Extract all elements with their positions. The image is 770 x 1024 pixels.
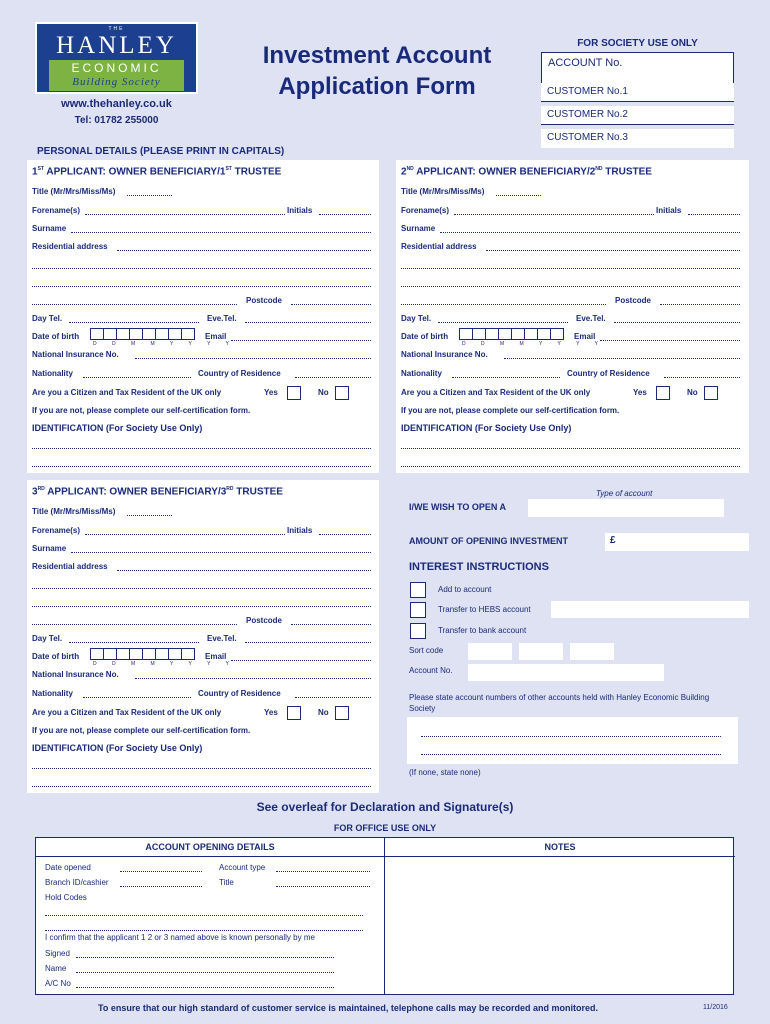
day-tel-label: Day Tel. — [32, 314, 63, 323]
ni-input[interactable] — [504, 358, 740, 359]
dob-input[interactable] — [459, 328, 564, 340]
transfer-hebs-checkbox[interactable] — [410, 602, 426, 618]
sort-code-input-1[interactable] — [468, 643, 512, 660]
website-link[interactable]: www.thehanley.co.uk — [61, 98, 172, 110]
add-to-account-checkbox[interactable] — [410, 582, 426, 598]
identification-heading: IDENTIFICATION (For Society Use Only) — [401, 423, 572, 433]
dob-format: D D M M Y Y Y Y — [462, 341, 605, 347]
address-input-4[interactable] — [32, 304, 237, 305]
postcode-input[interactable] — [291, 624, 371, 625]
title-input[interactable] — [496, 195, 541, 196]
email-label: Email — [574, 332, 596, 341]
nationality-input[interactable] — [83, 377, 191, 378]
office-title-input[interactable] — [276, 886, 370, 887]
address-input-3[interactable] — [32, 606, 371, 607]
signed-input[interactable] — [76, 957, 334, 958]
forenames-label: Forename(s) — [401, 206, 450, 215]
add-to-account-label: Add to account — [438, 585, 492, 594]
citizen-yes-checkbox[interactable] — [656, 386, 670, 400]
address-input-3[interactable] — [401, 286, 740, 287]
country-label: Country of Residence — [198, 369, 281, 378]
citizen-yes-checkbox[interactable] — [287, 386, 301, 400]
title-label: Title (Mr/Mrs/Miss/Ms) — [401, 187, 485, 196]
forenames-input[interactable] — [454, 214, 654, 215]
account-no-label: ACCOUNT No. — [548, 57, 623, 69]
personal-details-heading: PERSONAL DETAILS (PLEASE PRINT IN CAPITALS) — [37, 146, 285, 157]
hold-codes-input-1[interactable] — [45, 915, 363, 916]
customer-no-1-label: CUSTOMER No.1 — [547, 86, 628, 97]
country-input[interactable] — [664, 377, 740, 378]
customer-no-3-field[interactable] — [541, 129, 734, 148]
email-label: Email — [205, 652, 227, 661]
yes-label: Yes — [633, 388, 647, 397]
country-input[interactable] — [295, 697, 371, 698]
postcode-label: Postcode — [615, 296, 652, 305]
eve-tel-input[interactable] — [614, 322, 740, 323]
account-number-input[interactable] — [468, 664, 664, 681]
nationality-label: Nationality — [32, 369, 73, 378]
date-opened-label: Date opened — [45, 863, 91, 872]
citizen-question: Are you a Citizen and Tax Resident of the UK only — [32, 708, 222, 717]
logo-green-band — [49, 60, 184, 91]
address-input-2[interactable] — [32, 268, 371, 269]
applicant-3-panel — [27, 480, 379, 793]
citizen-no-checkbox[interactable] — [335, 706, 349, 720]
customer-no-3-label: CUSTOMER No.3 — [547, 132, 628, 143]
title-label: Title (Mr/Mrs/Miss/Ms) — [32, 507, 116, 516]
ni-input[interactable] — [135, 358, 371, 359]
yes-label: Yes — [264, 388, 278, 397]
office-use-box — [35, 837, 734, 995]
customer-no-2-label: CUSTOMER No.2 — [547, 109, 628, 120]
email-label: Email — [205, 332, 227, 341]
initials-label: Initials — [656, 206, 682, 215]
nationality-label: Nationality — [401, 369, 442, 378]
opening-amount-label: AMOUNT OF OPENING INVESTMENT — [409, 536, 569, 546]
see-overleaf-note: See overleaf for Declaration and Signature(s) — [256, 800, 514, 814]
hold-codes-input-2[interactable] — [45, 930, 363, 931]
day-tel-input[interactable] — [69, 642, 199, 643]
day-tel-input[interactable] — [438, 322, 568, 323]
telephone: Tel: 01782 255000 — [74, 115, 159, 126]
citizen-yes-checkbox[interactable] — [287, 706, 301, 720]
eve-tel-label: Eve.Tel. — [207, 634, 237, 643]
ni-input[interactable] — [135, 678, 371, 679]
wish-to-open-label: I/WE WISH TO OPEN A — [409, 502, 507, 512]
currency-symbol: £ — [610, 535, 616, 546]
logo-economic: ECONOMIC — [71, 61, 162, 75]
form-title — [222, 40, 532, 102]
address-input-4[interactable] — [401, 304, 606, 305]
society-use-heading: FOR SOCIETY USE ONLY — [577, 38, 698, 49]
applicant-3-heading: 3RD APPLICANT: OWNER BENEFICIARY/3RD TRUSTEE — [32, 486, 283, 498]
dob-format: D D M M Y Y Y Y — [93, 341, 236, 347]
account-opening-details-heading: ACCOUNT OPENING DETAILS — [145, 842, 275, 852]
type-of-account-label: Type of account — [596, 489, 653, 498]
title-label: Title (Mr/Mrs/Miss/Ms) — [32, 187, 116, 196]
address-label: Residential address — [401, 242, 477, 251]
identification-heading: IDENTIFICATION (For Society Use Only) — [32, 423, 203, 433]
citizen-question: Are you a Citizen and Tax Resident of the UK only — [32, 388, 222, 397]
transfer-bank-label: Transfer to bank account — [438, 626, 527, 635]
call-recording-notice: To ensure that our high standard of customer service is maintained, telephone calls may be recorded and monitored. — [98, 1003, 598, 1013]
applicant-1-heading: 1ST APPLICANT: OWNER BENEFICIARY/1ST TRUSTEE — [32, 166, 282, 178]
hebs-account-input[interactable] — [551, 601, 749, 618]
postcode-input[interactable] — [660, 304, 740, 305]
postcode-input[interactable] — [291, 304, 371, 305]
day-tel-input[interactable] — [69, 322, 199, 323]
applicant-2-panel — [396, 160, 749, 473]
account-number-label: Account No. — [409, 666, 453, 675]
no-label: No — [687, 388, 698, 397]
dob-label: Date of birth — [32, 332, 80, 341]
address-input-3[interactable] — [32, 286, 371, 287]
citizen-no-checkbox[interactable] — [704, 386, 718, 400]
self-cert-note: If you are not, please complete our self-certification form. — [32, 406, 251, 415]
email-input[interactable] — [600, 340, 740, 341]
opening-amount-input[interactable] — [605, 533, 749, 551]
identification-input-1[interactable] — [32, 768, 371, 769]
email-input[interactable] — [231, 660, 371, 661]
yes-label: Yes — [264, 708, 278, 717]
forenames-input[interactable] — [85, 214, 285, 215]
branch-input[interactable] — [120, 886, 202, 887]
applicant-1-panel — [27, 160, 379, 473]
address-input-1[interactable] — [486, 250, 740, 251]
eve-tel-label: Eve.Tel. — [207, 314, 237, 323]
initials-label: Initials — [287, 206, 313, 215]
address-input-4[interactable] — [32, 624, 237, 625]
self-cert-note: If you are not, please complete our self-certification form. — [401, 406, 620, 415]
dob-format: D D M M Y Y Y Y — [93, 661, 236, 667]
form-title-line2: Application Form — [278, 73, 476, 100]
account-type-label: Account type — [219, 863, 266, 872]
dob-label: Date of birth — [401, 332, 449, 341]
surname-input[interactable] — [440, 232, 740, 233]
title-input[interactable] — [127, 515, 172, 516]
ac-no-input[interactable] — [76, 987, 334, 988]
dob-label: Date of birth — [32, 652, 80, 661]
form-version: 11/2016 — [703, 1004, 728, 1011]
form-title-line1: Investment Account — [262, 42, 492, 69]
identification-input-2[interactable] — [32, 786, 371, 787]
notes-heading: NOTES — [544, 842, 576, 852]
transfer-hebs-label: Transfer to HEBS account — [438, 605, 531, 614]
forenames-label: Forename(s) — [32, 526, 81, 535]
address-label: Residential address — [32, 242, 108, 251]
initials-input[interactable] — [319, 214, 371, 215]
address-input-1[interactable] — [117, 250, 371, 251]
forenames-input[interactable] — [85, 534, 285, 535]
transfer-bank-checkbox[interactable] — [410, 623, 426, 639]
name-label: Name — [45, 964, 67, 973]
customer-no-2-field[interactable] — [541, 106, 734, 125]
address-input-1[interactable] — [117, 570, 371, 571]
other-accounts-line-2[interactable] — [421, 754, 721, 755]
logo-hanley: HANLEY — [56, 32, 177, 59]
day-tel-label: Day Tel. — [401, 314, 432, 323]
sort-code-input-3[interactable] — [570, 643, 614, 660]
identification-input-2[interactable] — [32, 466, 371, 467]
office-use-heading: FOR OFFICE USE ONLY — [333, 823, 437, 833]
applicant-2-heading: 2ND APPLICANT: OWNER BENEFICIARY/2ND TRUSTEE — [401, 166, 652, 178]
branch-label: Branch ID/cashier — [45, 878, 109, 887]
hold-codes-label: Hold Codes — [45, 893, 87, 902]
identification-heading: IDENTIFICATION (For Society Use Only) — [32, 743, 203, 753]
ni-label: National Insurance No. — [32, 670, 119, 679]
citizen-question: Are you a Citizen and Tax Resident of the UK only — [401, 388, 591, 397]
surname-input[interactable] — [71, 552, 371, 553]
nationality-input[interactable] — [83, 697, 191, 698]
postcode-label: Postcode — [246, 296, 283, 305]
sort-code-label: Sort code — [409, 646, 444, 655]
nationality-input[interactable] — [452, 377, 560, 378]
address-input-2[interactable] — [32, 588, 371, 589]
country-label: Country of Residence — [567, 369, 650, 378]
address-input-2[interactable] — [401, 268, 740, 269]
surname-label: Surname — [32, 224, 67, 233]
address-label: Residential address — [32, 562, 108, 571]
dob-input[interactable] — [90, 648, 195, 660]
initials-input[interactable] — [319, 534, 371, 535]
self-cert-note: If you are not, please complete our self-certification form. — [32, 726, 251, 735]
confirm-statement: I confirm that the applicant 1 2 or 3 named above is known personally by me — [45, 933, 315, 942]
office-account-type-input[interactable] — [276, 871, 370, 872]
logo-building-society: Building Society — [72, 76, 161, 88]
surname-label: Surname — [401, 224, 436, 233]
logo-the: THE — [108, 26, 125, 32]
title-input[interactable] — [127, 195, 172, 196]
ac-no-label: A/C No — [45, 979, 71, 988]
dob-input[interactable] — [90, 328, 195, 340]
account-no-field[interactable] — [541, 52, 734, 85]
customer-no-1-field[interactable] — [541, 83, 734, 102]
surname-input[interactable] — [71, 232, 371, 233]
sort-code-input-2[interactable] — [519, 643, 563, 660]
identification-input-1[interactable] — [32, 448, 371, 449]
eve-tel-input[interactable] — [245, 642, 371, 643]
nationality-label: Nationality — [32, 689, 73, 698]
email-input[interactable] — [231, 340, 371, 341]
identification-input-1[interactable] — [401, 448, 740, 449]
no-label: No — [318, 388, 329, 397]
date-opened-input[interactable] — [120, 871, 202, 872]
other-accounts-line-1[interactable] — [421, 736, 721, 737]
name-input[interactable] — [76, 972, 334, 973]
citizen-no-checkbox[interactable] — [335, 386, 349, 400]
other-accounts-instruction: Please state account numbers of other accounts held with Hanley Economic Building Society — [409, 693, 710, 713]
interest-instructions-heading: INTEREST INSTRUCTIONS — [409, 561, 549, 573]
eve-tel-input[interactable] — [245, 322, 371, 323]
initials-input[interactable] — [688, 214, 740, 215]
day-tel-label: Day Tel. — [32, 634, 63, 643]
initials-label: Initials — [287, 526, 313, 535]
account-type-input[interactable] — [528, 499, 724, 517]
signed-label: Signed — [45, 949, 70, 958]
identification-input-2[interactable] — [401, 466, 740, 467]
if-none-note: (If none, state none) — [409, 768, 481, 777]
ni-label: National Insurance No. — [401, 350, 488, 359]
country-label: Country of Residence — [198, 689, 281, 698]
other-accounts-box[interactable] — [407, 717, 738, 764]
surname-label: Surname — [32, 544, 67, 553]
forenames-label: Forename(s) — [32, 206, 81, 215]
postcode-label: Postcode — [246, 616, 283, 625]
country-input[interactable] — [295, 377, 371, 378]
no-label: No — [318, 708, 329, 717]
office-title-label: Title — [219, 878, 234, 887]
ni-label: National Insurance No. — [32, 350, 119, 359]
society-logo — [35, 22, 198, 94]
eve-tel-label: Eve.Tel. — [576, 314, 606, 323]
